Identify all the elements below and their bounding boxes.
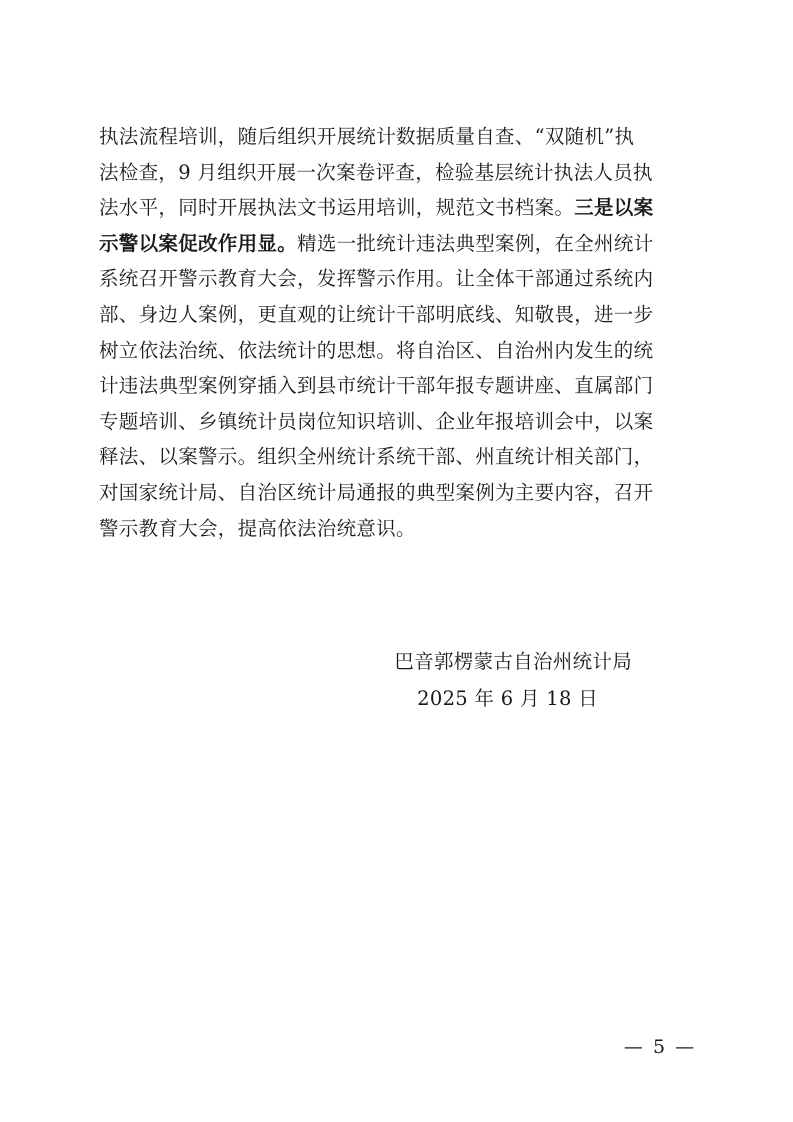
- paragraph-line: [99, 333, 699, 369]
- paragraph-line: [99, 190, 699, 226]
- text-segment: 对国家统计局、自治区统计局通报的典型案例为主要内容，召开: [99, 480, 654, 504]
- paragraph-line: [99, 368, 699, 404]
- text-segment: 法检查，9 月组织开展一次案卷评查，检验基层统计执法人员执: [99, 160, 653, 184]
- paragraph-line: [99, 155, 699, 191]
- text-segment: 计违法典型案例穿插入到县市统计干部年报专题讲座、直属部门: [99, 374, 654, 398]
- paragraph-line: [99, 297, 699, 333]
- paragraph-line: [99, 511, 699, 547]
- bold-text-segment: 示警以案促改作用显。: [99, 231, 298, 255]
- paragraph-line: [99, 439, 699, 475]
- text-segment: 专题培训、乡镇统计员岗位知识培训、企业年报培训会中，以案: [99, 409, 654, 433]
- signature-organization: 巴音郭楞蒙古自治州统计局: [394, 650, 632, 673]
- paragraph-line: [99, 404, 699, 440]
- text-segment: 系统召开警示教育大会，发挥警示作用。让全体干部通过系统内: [99, 267, 654, 291]
- paragraph-line: [99, 475, 699, 511]
- paragraph-line: [99, 119, 699, 155]
- text-segment: 法水平，同时开展执法文书运用培训，规范文书档案。: [99, 196, 575, 220]
- text-segment: 释法、以案警示。组织全州统计系统干部、州直统计相关部门，: [99, 445, 654, 469]
- text-segment: 警示教育大会，提高依法治统意识。: [99, 516, 416, 540]
- text-segment: 精选一批统计违法典型案例，在全州统计: [297, 231, 654, 255]
- text-segment: 执法流程培训，随后组织开展统计数据质量自查、“双随机”执: [99, 125, 635, 148]
- paragraph-line: [99, 226, 699, 262]
- bold-text-segment: 三是以案: [574, 196, 654, 220]
- paragraph-line: [99, 261, 699, 297]
- signature-date: 2025 年 6 月 18 日: [417, 687, 598, 710]
- page-number: — 5 —: [623, 1036, 697, 1058]
- body-paragraph: [99, 119, 699, 546]
- text-segment: 树立依法治统、依法统计的思想。将自治区、自治州内发生的统: [99, 338, 654, 362]
- text-segment: 部、身边人案例，更直观的让统计干部明底线、知敬畏，进一步: [99, 302, 654, 326]
